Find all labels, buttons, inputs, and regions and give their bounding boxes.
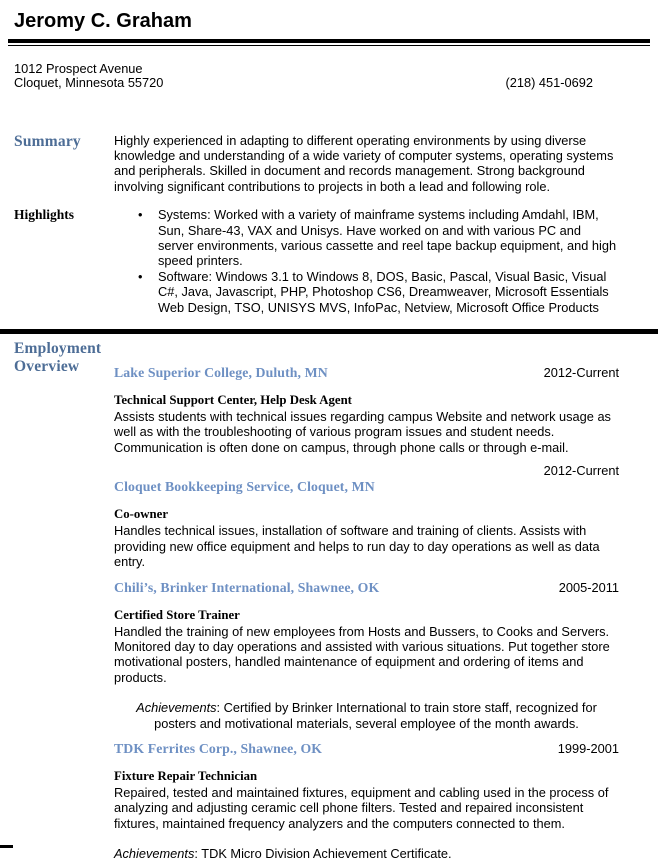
job-entry-cloquet-bookkeeping bbox=[114, 464, 619, 569]
job-title: Fixture Repair Technician bbox=[114, 768, 258, 783]
highlights-content-column bbox=[114, 207, 619, 315]
jobs-column bbox=[114, 340, 619, 862]
summary-label-column bbox=[0, 133, 114, 195]
employment-divider-bar bbox=[0, 329, 658, 334]
company-name: TDK Ferrites Corp., Shawnee, OK bbox=[114, 740, 323, 756]
company-name: Chili’s, Brinker International, Shawnee, OK bbox=[114, 579, 380, 595]
company-name: Lake Superior College, Duluth, MN bbox=[114, 365, 328, 381]
header-rule-thick bbox=[8, 39, 650, 43]
summary-heading: Summary bbox=[14, 132, 81, 150]
job-title: Certified Store Trainer bbox=[114, 607, 240, 622]
job-dates: 1999-2001 bbox=[557, 740, 619, 756]
address bbox=[14, 62, 163, 90]
job-dates: 2005-2011 bbox=[558, 579, 619, 595]
employment-label-column bbox=[0, 340, 114, 862]
job-header bbox=[114, 740, 619, 757]
highlights-heading: Highlights bbox=[14, 207, 75, 223]
list-item bbox=[114, 207, 619, 269]
person-name: Jeromy C. Graham bbox=[14, 10, 192, 32]
page-bottom-rule-fragment bbox=[0, 845, 13, 848]
achievements-text: : TDK Micro Division Achievement Certificate. bbox=[194, 846, 452, 862]
phone-number: (218) 451-0692 bbox=[505, 74, 593, 90]
job-description: Repaired, tested and maintained fixtures, equipment and cabling used in the process of analyzing and adjusting ceramic cell phone filters. Tested and repaired inconsistent fixtures, maintained frequency analyzers and the computers connected to them. bbox=[114, 784, 609, 831]
employment-overview-heading bbox=[14, 340, 114, 376]
job-achievements bbox=[114, 700, 619, 731]
bullet-icon: • bbox=[138, 207, 143, 223]
job-header bbox=[114, 364, 619, 381]
address-line2: Cloquet, Minnesota 55720 bbox=[14, 74, 164, 90]
job-entry-lake-superior-college bbox=[114, 364, 619, 455]
job-header bbox=[114, 579, 619, 596]
summary-text: Highly experienced in adapting to different operating environments by using diverse knowledge and understanding of a wide variety of computer systems, operating systems and peripherals. Skilled in document and records management. Strong background involving significant contributions to projects in both a lead and following role. bbox=[114, 132, 614, 194]
employment-section bbox=[0, 340, 658, 862]
job-description: Handles technical issues, installation of software and training of clients. Assists with providing new office equipment and helps to run day to day operations as well as data entry. bbox=[114, 523, 600, 570]
job-entry-chilis-brinker bbox=[114, 579, 619, 731]
highlights-section bbox=[0, 207, 658, 315]
achievements-label: Achievements bbox=[114, 846, 195, 862]
highlight-software: Software: Windows 3.1 to Windows 8, DOS, Basic, Pascal, Visual Basic, Visual C#, Java, Javascript, PHP, Photoshop CS6, Dreamweaver, Microsoft Essentials Web Design, TSO, UNISYS MVS, InfoPac, Netview, Microsoft Office Products bbox=[158, 268, 609, 315]
job-dates: 2012-Current bbox=[543, 365, 619, 381]
job-title: Technical Support Center, Help Desk Agent bbox=[114, 393, 352, 408]
summary-section bbox=[0, 133, 658, 195]
address-line1: 1012 Prospect Avenue bbox=[14, 61, 143, 76]
job-title: Co-owner bbox=[114, 507, 169, 522]
job-description: Handled the training of new employees from Hosts and Bussers, to Cooks and Servers. Monitored day to day operations and assisted with various situations. Put together store motivational posters, handled maintenance of equipment and ordering of items and products. bbox=[114, 623, 610, 685]
achievements-text: : Certified by Brinker International to train store staff, recognized for posters and motivational materials, several employee of the month awards. bbox=[154, 700, 597, 731]
achievements-label: Achievements bbox=[136, 700, 217, 716]
highlight-systems: Systems: Worked with a variety of mainframe systems including Amdahl, IBM, Sun, Share-43, VAX and Unisys. Have worked on and with various PC and server environments, various cassette and reel tape backup equipment, and high speed printers. bbox=[158, 207, 617, 269]
employment-heading-line1: Employment bbox=[14, 340, 102, 358]
bullet-icon: • bbox=[138, 268, 143, 284]
highlights-list bbox=[114, 207, 619, 315]
job-header bbox=[114, 478, 619, 495]
job-entry-tdk-ferrites bbox=[114, 740, 619, 862]
contact-block bbox=[14, 62, 593, 90]
job-dates: 2012-Current bbox=[543, 463, 619, 479]
header-rule bbox=[8, 39, 650, 46]
highlights-label-column bbox=[0, 207, 114, 315]
employment-heading-line2: Overview bbox=[14, 358, 80, 376]
company-name: Cloquet Bookkeeping Service, Cloquet, MN bbox=[114, 479, 375, 495]
job-description: Assists students with technical issues regarding campus Website and network usage as well as with the troubleshooting of various program issues and student needs. Communication is often done on campus, through phone calls or through e-mail. bbox=[114, 409, 611, 455]
header-rule-thin bbox=[8, 45, 650, 46]
job-achievements bbox=[114, 846, 619, 861]
list-item bbox=[114, 269, 619, 315]
summary-content-column bbox=[114, 133, 619, 195]
